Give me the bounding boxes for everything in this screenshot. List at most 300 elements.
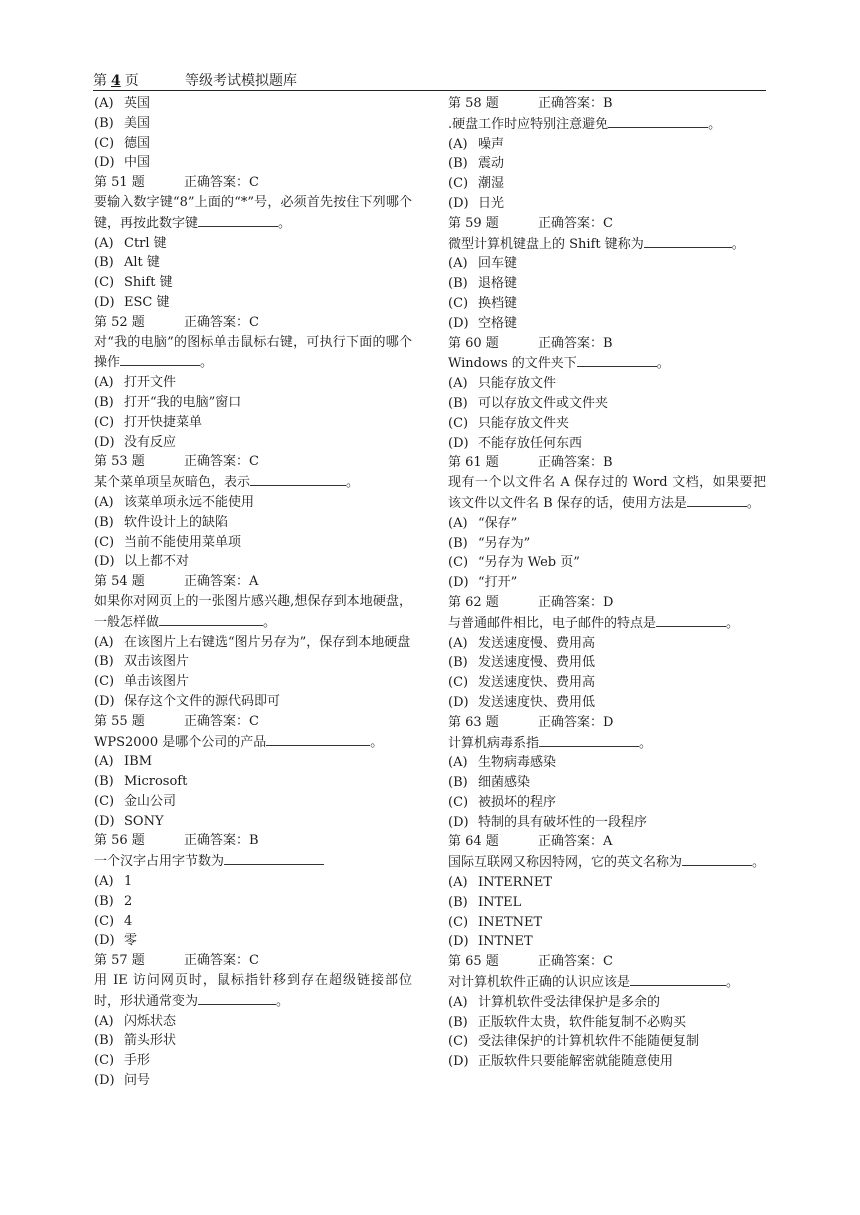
option-text: 回车键 <box>478 256 518 272</box>
option-label: (C) <box>94 793 115 809</box>
option-text: 生物病毒感染 <box>478 755 557 771</box>
question-header <box>94 951 412 971</box>
option-label: (B) <box>94 654 114 670</box>
option-text: 日光 <box>478 195 505 211</box>
option-text: 零 <box>124 933 138 949</box>
question-end: 。 <box>276 993 290 1009</box>
option-label: (D) <box>94 1073 115 1089</box>
answer-blank <box>539 733 639 747</box>
option-label: (B) <box>448 655 468 671</box>
option-label: (D) <box>94 693 115 709</box>
question-header <box>448 952 766 972</box>
option-label: (D) <box>448 435 469 451</box>
option-label: (C) <box>448 1034 469 1050</box>
correct-answer: 正确答案：B <box>538 335 613 351</box>
question-text <box>94 193 412 234</box>
option-text: 发送速度快、费用低 <box>478 694 596 710</box>
option-label: (A) <box>94 235 114 251</box>
option-label: (A) <box>448 256 468 272</box>
answer-option <box>94 1012 412 1032</box>
question-header <box>94 712 412 732</box>
right-column <box>448 94 766 1072</box>
answer-option <box>94 433 412 453</box>
option-label: (B) <box>448 1014 468 1030</box>
option-label: (A) <box>94 375 114 391</box>
question-header <box>94 313 412 333</box>
answer-option <box>448 514 766 534</box>
answer-option <box>448 573 766 593</box>
answer-option <box>94 931 412 951</box>
correct-answer: 正确答案：C <box>184 314 259 330</box>
question-stem: 如果你对网页上的一张图片感兴趣,想保存到本地硬盘，一般怎样做 <box>94 593 412 630</box>
answer-option <box>94 153 412 173</box>
question-number: 第 63 题 <box>448 714 499 730</box>
correct-answer: 正确答案：D <box>538 714 614 730</box>
answer-option <box>448 893 766 913</box>
question-number: 第 55 题 <box>94 713 145 729</box>
answer-option <box>448 693 766 713</box>
option-label: (B) <box>448 395 468 411</box>
correct-answer: 正确答案：C <box>184 175 259 191</box>
option-label: (B) <box>94 514 114 530</box>
option-text: SONY <box>124 813 164 829</box>
option-label: (C) <box>448 675 469 691</box>
option-label: (A) <box>448 136 468 152</box>
option-text: INTNET <box>478 934 533 950</box>
question-header <box>94 173 412 193</box>
question-number: 第 51 题 <box>94 175 145 191</box>
question-stem: Windows 的文件夹下 <box>448 356 577 372</box>
answer-option <box>448 553 766 573</box>
question-number: 第 62 题 <box>448 594 499 610</box>
question-stem: WPS2000 是哪个公司的产品 <box>94 734 267 750</box>
option-label: (A) <box>94 754 114 770</box>
option-text: “打开” <box>478 575 518 591</box>
option-label: (B) <box>94 774 114 790</box>
question-stem: 国际互联网又称因特网，它的英文名称为 <box>448 855 683 871</box>
option-text: 没有反应 <box>124 434 177 450</box>
option-label: (B) <box>94 893 114 909</box>
answer-blank <box>608 114 708 128</box>
option-text: “保存” <box>478 515 518 531</box>
option-text: 退格键 <box>478 276 518 292</box>
answer-option <box>94 792 412 812</box>
option-label: (C) <box>94 534 115 550</box>
question-end: 。 <box>346 475 360 491</box>
option-text: 箭头形状 <box>124 1033 177 1049</box>
option-text: 德国 <box>124 135 151 151</box>
correct-answer: 正确答案：C <box>184 953 259 969</box>
option-text: 打开文件 <box>124 375 177 391</box>
option-label: (D) <box>94 155 115 171</box>
option-text: INETNET <box>478 914 543 930</box>
option-label: (B) <box>448 535 468 551</box>
option-label: (B) <box>448 276 468 292</box>
question-end: 。 <box>708 116 722 132</box>
option-label: (D) <box>448 934 469 950</box>
option-label: (B) <box>448 156 468 172</box>
question-header <box>448 832 766 852</box>
question-stem: 用 IE 访问网页时，鼠标指针移到存在超级链接部位时，形状通常变为 <box>94 973 412 1009</box>
option-text: 潮湿 <box>478 176 505 192</box>
answer-option <box>94 892 412 912</box>
answer-option <box>448 274 766 294</box>
option-label: (A) <box>448 755 468 771</box>
option-label: (D) <box>448 694 469 710</box>
question-stem: .硬盘工作时应特别注意避免 <box>448 116 609 132</box>
question-text <box>94 592 412 633</box>
option-text: 保存这个文件的源代码即可 <box>124 693 281 709</box>
answer-option <box>448 753 766 773</box>
option-label: (B) <box>94 394 114 410</box>
option-text: 美国 <box>124 115 151 131</box>
option-label: (A) <box>448 376 468 392</box>
answer-option <box>448 1013 766 1033</box>
answer-option <box>448 634 766 654</box>
answer-blank <box>159 612 263 626</box>
option-text: 被损坏的程序 <box>478 794 557 810</box>
option-text: 单击该图片 <box>124 674 190 690</box>
answer-option <box>94 234 412 254</box>
option-text: 闪烁状态 <box>124 1013 177 1029</box>
question-number: 第 59 题 <box>448 215 499 231</box>
option-text: 中国 <box>124 155 151 171</box>
answer-option <box>448 813 766 833</box>
answer-option <box>94 1071 412 1091</box>
question-text <box>448 613 766 634</box>
question-number: 第 54 题 <box>94 574 145 590</box>
answer-blank <box>682 852 752 866</box>
answer-option <box>448 154 766 174</box>
question-text <box>448 852 766 873</box>
answer-option <box>94 1031 412 1051</box>
option-label: (D) <box>94 933 115 949</box>
answer-option <box>448 254 766 274</box>
question-header <box>448 94 766 114</box>
option-label: (D) <box>448 575 469 591</box>
option-label: (A) <box>94 96 114 111</box>
question-stem: 对计算机软件正确的认识应该是 <box>448 975 631 991</box>
answer-option <box>448 434 766 454</box>
question-end: 。 <box>731 236 745 252</box>
answer-option <box>448 314 766 334</box>
option-label: (C) <box>94 1053 115 1069</box>
answer-option <box>94 552 412 572</box>
page-header <box>93 68 766 91</box>
question-end: 。 <box>746 495 760 511</box>
option-label: (A) <box>448 515 468 531</box>
answer-blank <box>656 613 726 627</box>
question-stem: 某个菜单项呈灰暗色，表示 <box>94 475 251 491</box>
correct-answer: 正确答案：B <box>538 455 613 471</box>
option-text: 发送速度慢、费用低 <box>478 655 596 671</box>
correct-answer: 正确答案：C <box>538 215 613 231</box>
correct-answer: 正确答案：B <box>184 833 259 849</box>
correct-answer: 正确答案：D <box>538 594 614 610</box>
option-label: (D) <box>448 195 469 211</box>
question-end: 。 <box>656 356 670 372</box>
answer-blank <box>198 991 276 1005</box>
option-text: INTERNET <box>478 875 552 891</box>
question-end: 。 <box>639 735 653 751</box>
option-label: (A) <box>448 875 468 891</box>
option-text: 只能存放文件夹 <box>478 415 570 431</box>
question-text <box>94 851 412 872</box>
question-number: 第 60 题 <box>448 335 499 351</box>
option-label: (C) <box>448 914 469 930</box>
correct-answer: 正确答案：C <box>538 954 613 970</box>
option-text: “另存为” <box>478 535 531 551</box>
option-text: Alt 键 <box>124 255 160 271</box>
answer-option <box>94 393 412 413</box>
option-text: Shift 键 <box>124 275 173 291</box>
question-header <box>448 334 766 354</box>
answer-option <box>94 493 412 513</box>
option-text: 细菌感染 <box>478 775 531 791</box>
answer-option <box>448 993 766 1013</box>
answer-option <box>448 913 766 933</box>
correct-answer: 正确答案：C <box>184 454 259 470</box>
answer-option <box>448 135 766 155</box>
option-label: (C) <box>94 275 115 291</box>
answer-option <box>448 793 766 813</box>
answer-blank <box>644 234 732 248</box>
option-text: 换档键 <box>478 295 518 311</box>
answer-option <box>94 373 412 393</box>
option-text: “另存为 Web 页” <box>478 555 580 571</box>
answer-option <box>448 374 766 394</box>
page-number-label <box>93 70 139 90</box>
option-label: (C) <box>448 176 469 192</box>
option-text: ESC 键 <box>124 294 170 310</box>
answer-option <box>94 513 412 533</box>
question-end: 。 <box>752 855 766 871</box>
answer-option <box>94 94 412 114</box>
question-number: 第 52 题 <box>94 314 145 330</box>
answer-option <box>448 932 766 952</box>
option-text: 当前不能使用菜单项 <box>124 534 242 550</box>
option-text: 发送速度慢、费用高 <box>478 635 596 651</box>
option-text: 发送速度快、费用高 <box>478 675 596 691</box>
option-label: (D) <box>94 554 115 570</box>
correct-answer: 正确答案：A <box>184 574 259 590</box>
question-stem: 微型计算机键盘上的 Shift 键称为 <box>448 236 644 252</box>
answer-option <box>94 413 412 433</box>
question-stem: 现有一个以文件名 A 保存过的 Word 文档，如果要把该文件以文件名 B 保存的话，使用方法是 <box>448 475 766 511</box>
option-text: 特制的具有破坏性的一段程序 <box>478 814 648 830</box>
option-text: 该菜单项永远不能使用 <box>124 494 255 510</box>
question-bank-title: 等级考试模拟题库 <box>185 73 297 89</box>
option-text: 不能存放任何东西 <box>478 435 583 451</box>
option-label: (C) <box>94 913 115 929</box>
option-text: 打开“我的电脑”窗口 <box>124 394 242 410</box>
option-text: 只能存放文件 <box>478 376 557 392</box>
answer-option <box>94 672 412 692</box>
correct-answer: 正确答案：A <box>538 834 613 850</box>
option-label: (B) <box>94 1033 114 1049</box>
option-text: 正版软件太贵，软件能复制不必购买 <box>478 1014 687 1030</box>
answer-option <box>94 633 412 653</box>
answer-option <box>448 1032 766 1052</box>
answer-blank <box>250 472 346 486</box>
answer-option <box>448 294 766 314</box>
option-label: (B) <box>448 894 468 910</box>
option-text: IBM <box>124 754 152 770</box>
correct-answer: 正确答案：C <box>184 713 259 729</box>
answer-blank <box>577 353 657 367</box>
question-number: 第 61 题 <box>448 455 499 471</box>
question-header <box>448 593 766 613</box>
option-label: (D) <box>94 434 115 450</box>
question-number: 第 56 题 <box>94 833 145 849</box>
question-header <box>448 453 766 473</box>
question-text <box>448 114 766 135</box>
option-text: 计算机软件受法律保护是多余的 <box>478 994 661 1010</box>
option-text: 正版软件只要能解密就能随意使用 <box>478 1054 674 1070</box>
option-label: (C) <box>448 295 469 311</box>
question-stem: 要输入数字键“8”上面的“*”号，必须首先按住下列哪个键，再按此数字键 <box>94 194 412 231</box>
answer-option <box>448 174 766 194</box>
question-header <box>448 713 766 733</box>
option-label: (A) <box>448 994 468 1010</box>
question-number: 第 57 题 <box>94 953 145 969</box>
option-label: (A) <box>448 635 468 651</box>
answer-option <box>94 772 412 792</box>
option-label: (C) <box>94 414 115 430</box>
question-text <box>448 972 766 993</box>
option-text: 问号 <box>124 1073 151 1089</box>
option-text: Microsoft <box>124 774 188 790</box>
answer-option <box>94 652 412 672</box>
answer-option <box>94 273 412 293</box>
option-label: (B) <box>448 775 468 791</box>
page-number: 4 <box>111 73 121 89</box>
option-text: 1 <box>124 874 133 890</box>
answer-option <box>94 752 412 772</box>
option-label: (B) <box>94 255 114 271</box>
option-text: 可以存放文件或文件夹 <box>478 395 609 411</box>
answer-blank <box>120 352 200 366</box>
answer-option <box>448 673 766 693</box>
option-text: 英国 <box>124 96 151 111</box>
question-text <box>448 473 766 514</box>
question-text <box>94 971 412 1012</box>
option-label: (D) <box>448 1054 469 1070</box>
answer-blank <box>630 972 726 986</box>
answer-blank <box>198 213 278 227</box>
question-number: 第 65 题 <box>448 954 499 970</box>
correct-answer: 正确答案：B <box>538 96 613 111</box>
option-text: 打开快捷菜单 <box>124 414 203 430</box>
option-text: 手形 <box>124 1053 151 1069</box>
question-text <box>94 333 412 374</box>
question-stem: 与普通邮件相比，电子邮件的特点是 <box>448 615 657 631</box>
option-label: (B) <box>94 115 114 131</box>
option-label: (D) <box>448 315 469 331</box>
option-label: (C) <box>448 415 469 431</box>
question-text <box>448 353 766 374</box>
question-header <box>448 214 766 234</box>
option-text: INTEL <box>478 894 522 910</box>
question-end: 。 <box>278 215 292 231</box>
left-column <box>94 94 412 1091</box>
answer-option <box>94 253 412 273</box>
option-label: (A) <box>94 874 114 890</box>
answer-blank <box>224 851 324 865</box>
option-label: (C) <box>448 555 469 571</box>
option-text: 噪声 <box>478 136 505 152</box>
option-label: (A) <box>94 634 114 650</box>
answer-option <box>94 1051 412 1071</box>
question-end: 。 <box>200 355 214 371</box>
question-number: 第 64 题 <box>448 834 499 850</box>
question-stem: 对“我的电脑”的图标单击鼠标右键，可执行下面的哪个操作 <box>94 334 412 371</box>
answer-option <box>448 873 766 893</box>
option-text: 4 <box>124 913 133 929</box>
question-number: 第 58 题 <box>448 96 499 111</box>
question-header <box>94 572 412 592</box>
option-text: 在该图片上右键选“图片另存为”，保存到本地硬盘 <box>124 634 411 650</box>
answer-blank <box>266 732 370 746</box>
option-text: 软件设计上的缺陷 <box>124 514 229 530</box>
option-text: 以上都不对 <box>124 554 190 570</box>
answer-option <box>448 194 766 214</box>
option-text: 金山公司 <box>124 793 177 809</box>
option-label: (A) <box>94 494 114 510</box>
answer-option <box>94 533 412 553</box>
option-label: (C) <box>94 135 115 151</box>
question-end: 。 <box>263 614 277 630</box>
option-text: 空格键 <box>478 315 518 331</box>
page-prefix: 第 <box>93 73 107 89</box>
question-text <box>448 733 766 754</box>
answer-option <box>94 812 412 832</box>
answer-option <box>448 534 766 554</box>
answer-option <box>94 114 412 134</box>
answer-option <box>94 293 412 313</box>
answer-option <box>448 1052 766 1072</box>
question-header <box>94 831 412 851</box>
option-label: (D) <box>94 294 115 310</box>
option-label: (D) <box>448 814 469 830</box>
question-stem: 计算机病毒系指 <box>448 735 540 751</box>
question-number: 第 53 题 <box>94 454 145 470</box>
answer-option <box>94 134 412 154</box>
option-label: (A) <box>94 1013 114 1029</box>
answer-option <box>94 912 412 932</box>
option-text: 双击该图片 <box>124 654 190 670</box>
option-label: (C) <box>94 674 115 690</box>
option-label: (C) <box>448 794 469 810</box>
option-text: 受法律保护的计算机软件不能随便复制 <box>478 1034 700 1050</box>
answer-option <box>448 773 766 793</box>
page-suffix: 页 <box>124 73 139 89</box>
question-text <box>94 472 412 493</box>
question-header <box>94 452 412 472</box>
option-label: (D) <box>94 813 115 829</box>
question-text <box>448 234 766 255</box>
answer-option <box>448 653 766 673</box>
option-text: 震动 <box>478 156 505 172</box>
option-text: Ctrl 键 <box>124 235 167 251</box>
option-text: 2 <box>124 893 133 909</box>
question-end: 。 <box>726 975 740 991</box>
question-text <box>94 732 412 753</box>
answer-option <box>94 872 412 892</box>
answer-option <box>448 414 766 434</box>
question-stem: 一个汉字占用字节数为 <box>94 854 225 870</box>
question-end: 。 <box>370 734 384 750</box>
